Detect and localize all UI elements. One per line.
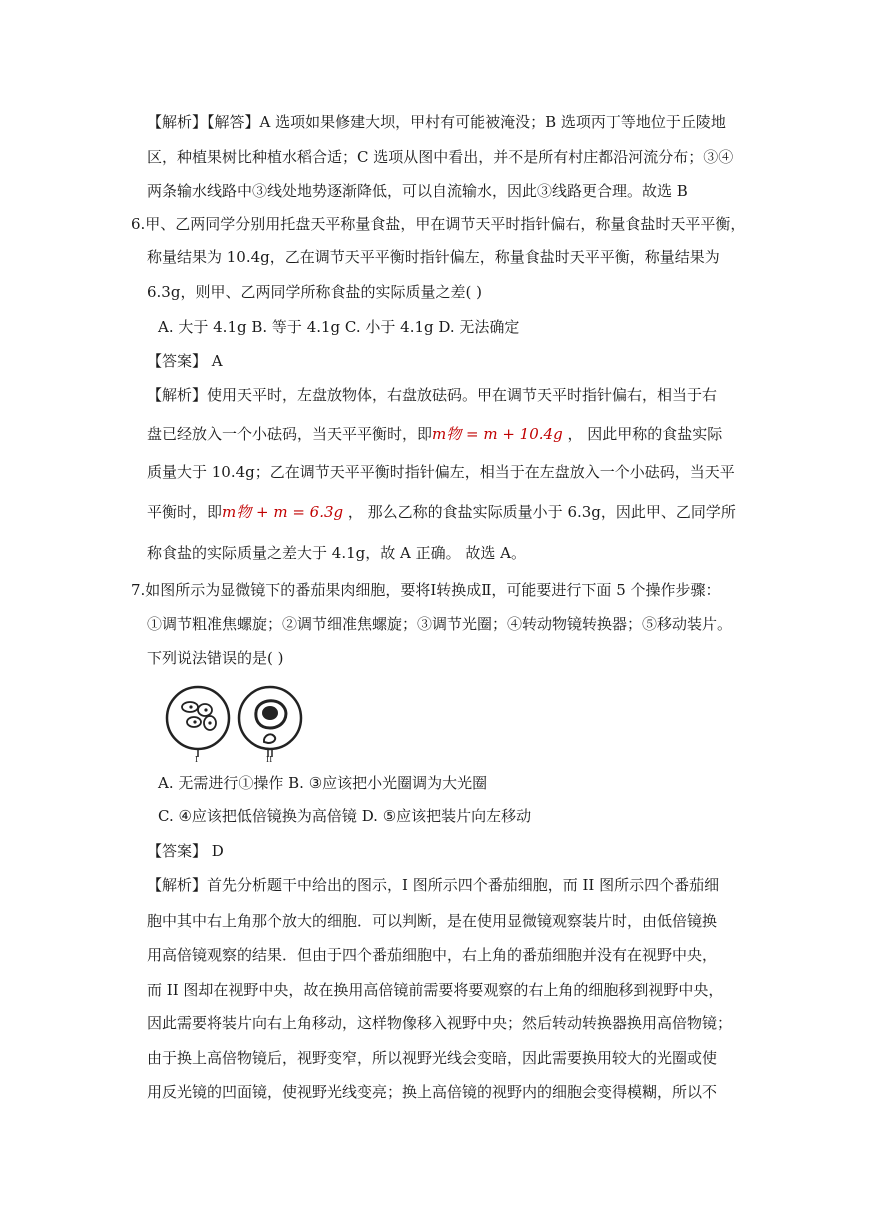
- analysis-line: 【解析】使用天平时，左盘放物体，右盘放砝码。甲在调节天平时指针偏右，相当于右: [147, 386, 718, 404]
- analysis-line: 胞中其中右上角那个放大的细胞．可以判断，是在使用显微镜观察装片时，由低倍镜换: [147, 912, 718, 930]
- answer-line: 【答案】 D: [147, 842, 224, 860]
- question-7-line: 下列说法错误的是( ): [147, 649, 284, 667]
- analysis-line: 而 II 图却在视野中央，故在换用高倍镜前需要将要观察的右上角的细胞移到视野中央，: [147, 981, 724, 999]
- formula-jia: m物 = m + 10.4g: [432, 425, 563, 443]
- question-7-line: ①调节粗准焦螺旋；②调节细准焦螺旋；③调节光圈；④转动物镜转换器；⑤移动装片。: [147, 615, 733, 633]
- question-7-line: 7.如图所示为显微镜下的番茄果肉细胞，要将Ⅰ转换成Ⅱ，可能要进行下面 5 个操作步骤：: [131, 581, 721, 599]
- analysis-line: 用反光镜的凹面镜，使视野光线变亮；换上高倍镜的视野内的细胞会变得模糊，所以不: [147, 1083, 718, 1101]
- nucleus-icon: [262, 706, 278, 720]
- microscope-view-illustration: [160, 682, 310, 762]
- analysis-text: ， 因此甲称的食盐实际: [562, 425, 723, 443]
- microscope-figure: [160, 682, 310, 762]
- partial-cell-icon: [264, 734, 275, 743]
- analysis-line: 【解析】首先分析题干中给出的图示，I 图所示四个番茄细胞，而 II 图所示四个番茄细: [147, 876, 720, 894]
- paragraph-line: 【解析】【解答】A 选项如果修建大坝，甲村有可能被淹没；B 选项丙丁等地位于丘陵地: [147, 113, 726, 131]
- formula-yi: m物 + m = 6.3g: [222, 503, 344, 521]
- analysis-line-with-formula: [147, 502, 736, 522]
- question-7-options: A. 无需进行①操作 B. ③应该把小光圈调为大光圈: [158, 774, 488, 792]
- paragraph-line: 区，种植果树比种植水稻合适；C 选项从图中看出，并不是所有村庄都沿河流分布；③④: [147, 148, 734, 166]
- analysis-line: 因此需要将装片向右上角移动，这样物像移入视野中央；然后转动转换器换用高倍物镜；: [147, 1014, 733, 1032]
- question-6-options: A. 大于 4.1g B. 等于 4.1g C. 小于 4.1g D. 无法确定: [158, 318, 520, 336]
- analysis-text: 平衡时，即: [147, 503, 223, 521]
- analysis-line: 由于换上高倍物镜后，视野变窄，所以视野光线会变暗，因此需要换用较大的光圈或使: [147, 1049, 718, 1067]
- question-6-line: 6.3g，则甲、乙两同学所称食盐的实际质量之差( ): [147, 283, 482, 301]
- question-6-line: 6.甲、乙两同学分别用托盘天平称量食盐，甲在调节天平时指针偏右，称量食盐时天平平衡，: [131, 215, 746, 233]
- view-1-label: I: [195, 755, 199, 762]
- paragraph-line: 两条输水线路中③线处地势逐渐降低，可以自流输水，因此③线路更合理。故选 B: [147, 182, 688, 200]
- answer-line: 【答案】 A: [147, 352, 223, 370]
- analysis-line: 称食盐的实际质量之差大于 4.1g，故 A 正确。 故选 A。: [147, 544, 526, 562]
- analysis-line: 用高倍镜观察的结果．但由于四个番茄细胞中，右上角的番茄细胞并没有在视野中央，: [147, 946, 718, 964]
- analysis-text: ， 那么乙称的食盐实际质量小于 6.3g，因此甲、乙同学所: [343, 503, 736, 521]
- question-7-options: C. ④应该把低倍镜换为高倍镜 D. ⑤应该把装片向左移动: [158, 807, 532, 825]
- analysis-text: 盘已经放入一个小砝码，当天平平衡时，即: [147, 425, 433, 443]
- view-2-label: II: [266, 755, 273, 762]
- analysis-line: 质量大于 10.4g；乙在调节天平平衡时指针偏左，相当于在左盘放入一个小砝码，当天平: [147, 463, 735, 481]
- analysis-line-with-formula: [147, 424, 722, 444]
- question-6-line: 称量结果为 10.4g，乙在调节天平平衡时指针偏左，称量食盐时天平平衡，称量结果为: [147, 248, 720, 266]
